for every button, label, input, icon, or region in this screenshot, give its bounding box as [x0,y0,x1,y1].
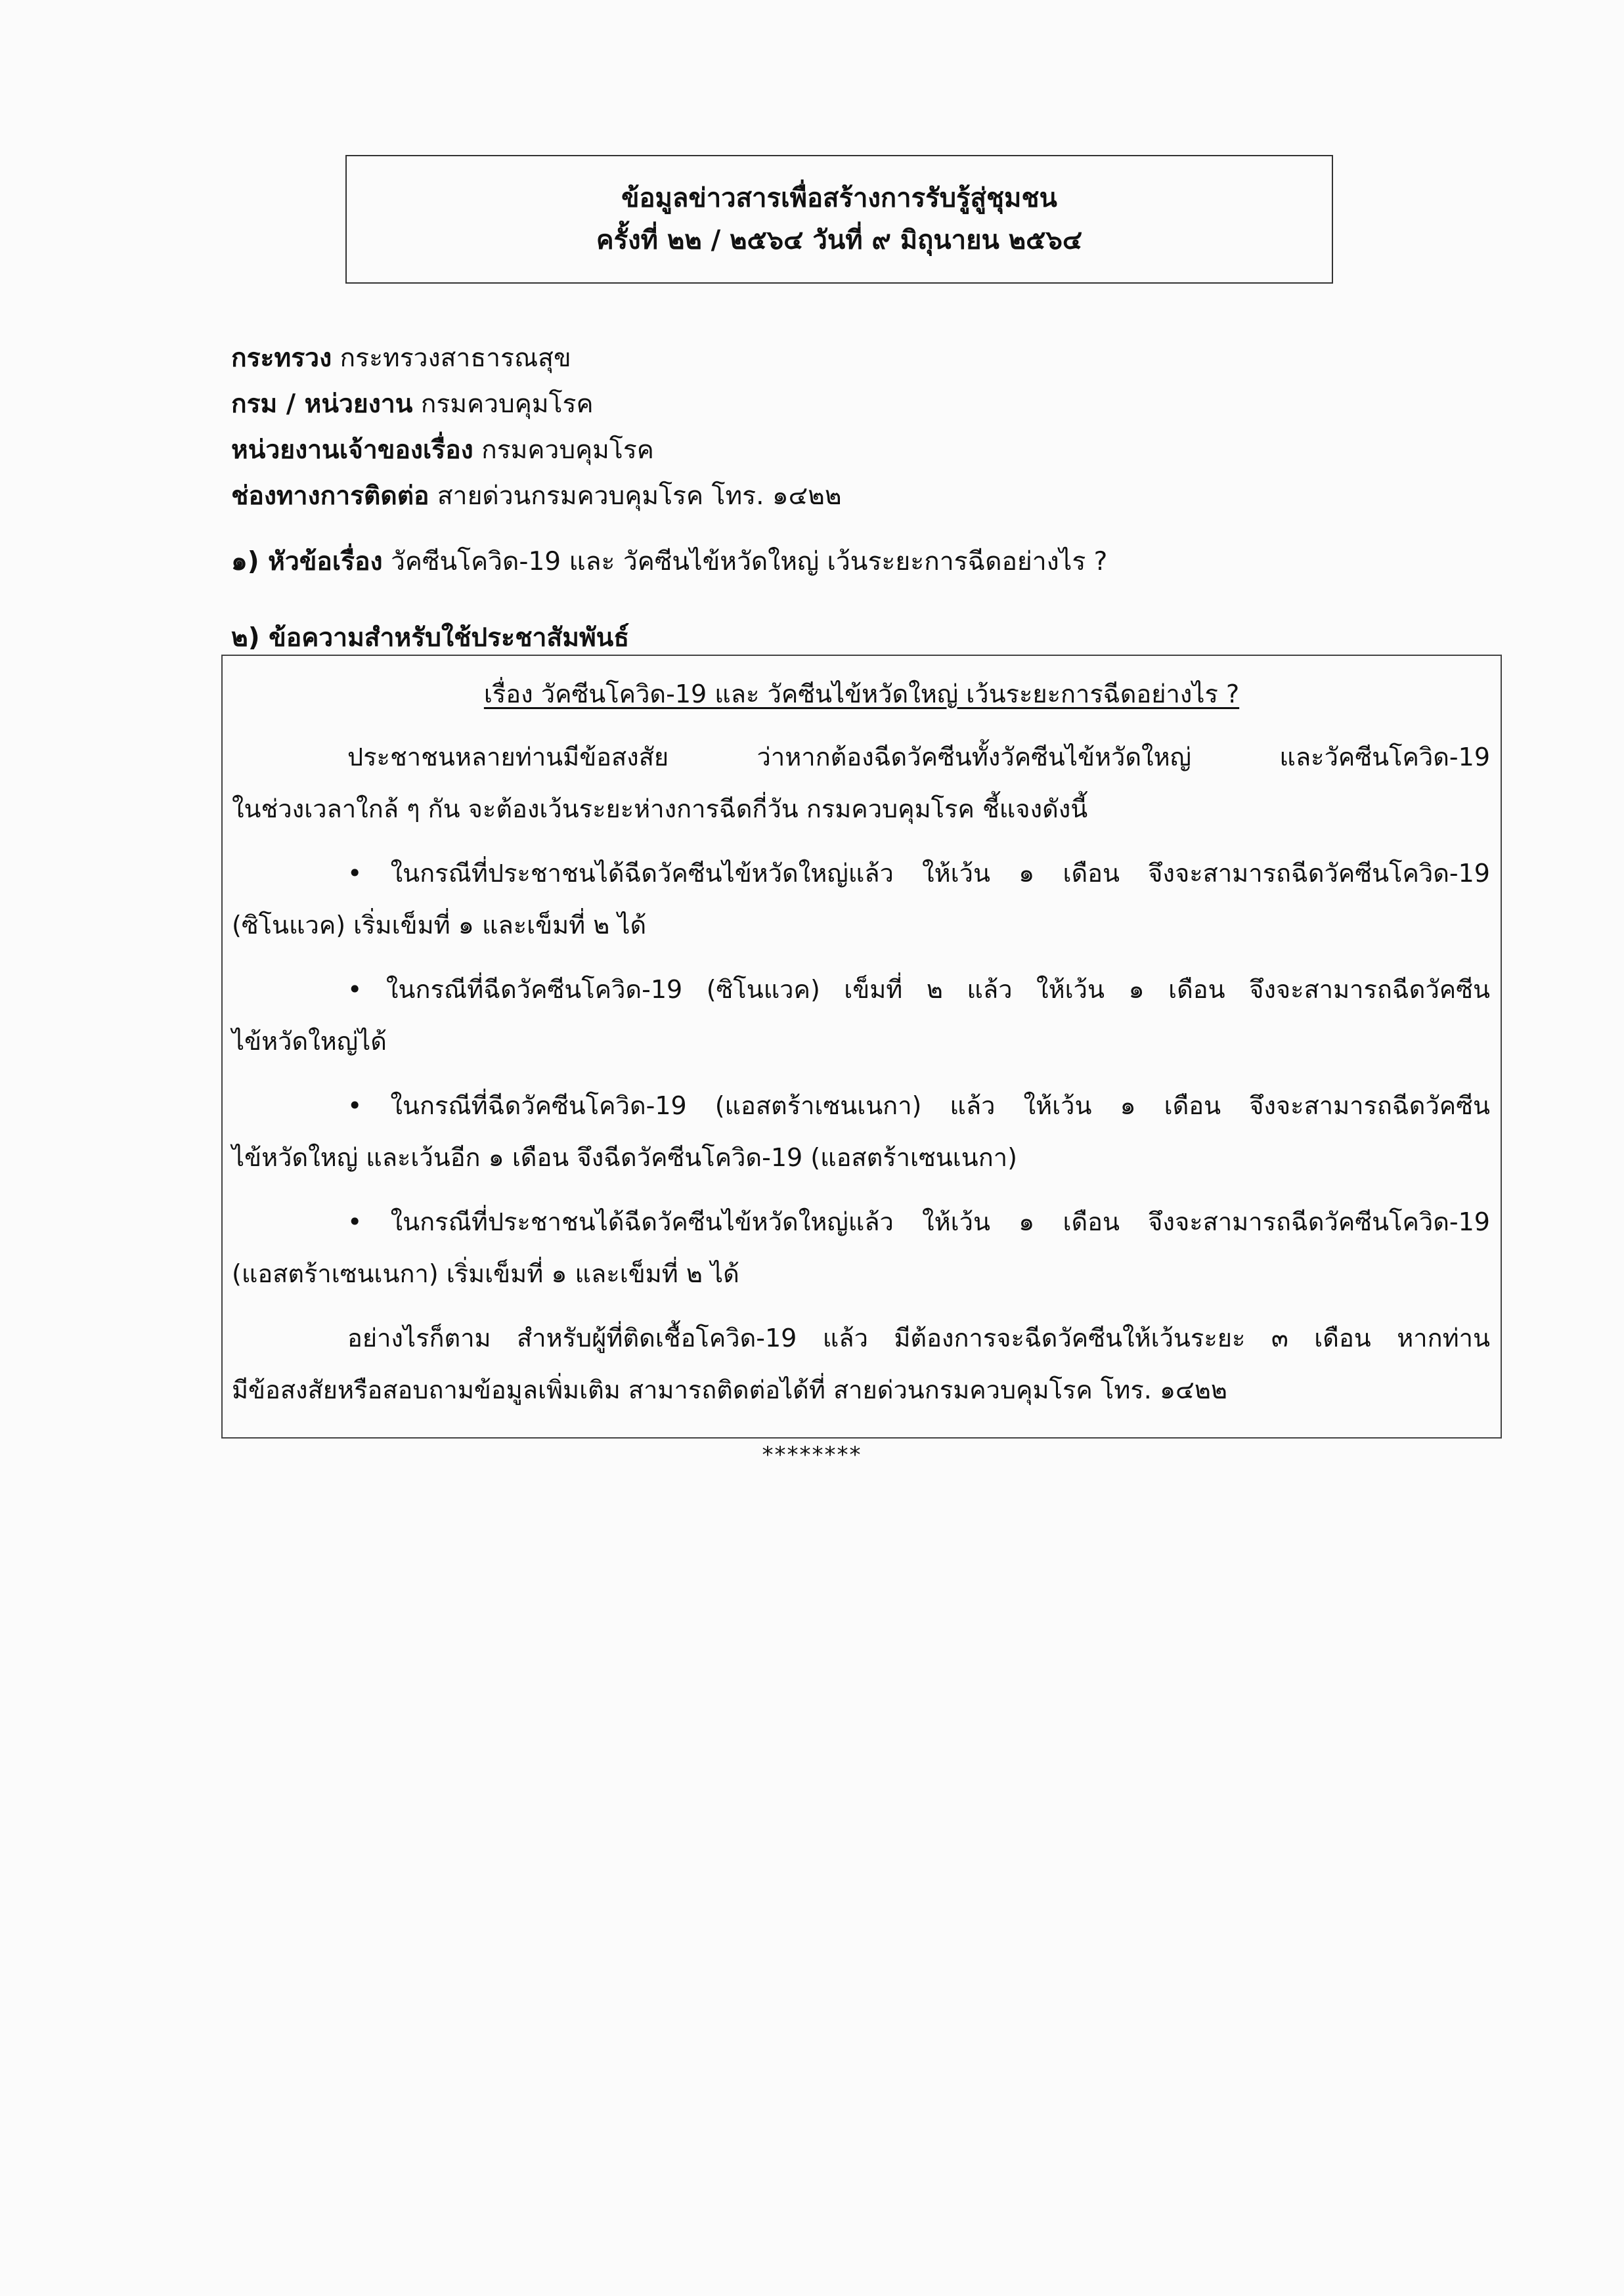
pr-section-heading [231,620,629,657]
bullet-1-line-2: (ซิโนแวค) เริ่มเข็มที่ ๑ และเข็มที่ ๒ ได้ [232,911,647,940]
bullet-4-line-2: (แอสตร้าเซนเนกา) เริ่มเข็มที่ ๑ และเข็มที่ ๒ ได้ [232,1259,739,1288]
ministry-row [231,340,571,377]
owner-value: กรมควบคุมโรค [481,435,654,465]
document-title-box [345,155,1333,284]
bullet-2-line-1: • ในกรณีที่ฉีดวัคซีนโควิด-19 (ซิโนแวค) เข็มที่ ๒ แล้ว ให้เว้น ๑ เดือน จึงจะสามารถฉีดวัคซีน [347,975,1490,1004]
bullet-3-line-1: • ในกรณีที่ฉีดวัคซีนโควิด-19 (แอสตร้าเซนเนกา) แล้ว ให้เว้น ๑ เดือน จึงจะสามารถฉีดวัคซีน [347,1091,1490,1120]
bullet-2-line-2: ไข้หวัดใหญ่ได้ [232,1027,387,1056]
department-label: กรม / หน่วยงาน [231,389,413,419]
contact-row [231,478,842,515]
bullet-3-line-2: ไข้หวัดใหญ่ และเว้นอีก ๑ เดือน จึงฉีดวัคซีนโควิด-19 (แอสตร้าเซนเนกา) [232,1143,1017,1172]
document-title: ข้อมูลข่าวสารเพื่อสร้างการรับรู้สู่ชุมชน [621,183,1057,213]
topic-value: วัคซีนโควิด-19 และ วัคซีนไข้หวัดใหญ่ เว้นระยะการฉีดอย่างไร ? [391,547,1108,576]
intro-line-2: ในช่วงเวลาใกล้ ๆ กัน จะต้องเว้นระยะห่างการฉีดกี่วัน กรมควบคุมโรค ชี้แจงดังนี้ [232,794,1088,823]
issue-date-line: ครั้งที่ ๒๒ / ๒๕๖๔ วันที่ ๙ มิถุนายน ๒๕๖๔ [596,225,1083,255]
pr-section-label: ๒) ข้อความสำหรับใช้ประชาสัมพันธ์ [231,623,630,653]
ministry-value: กระทรวงสาธารณสุข [340,343,571,373]
topic-label: ๑) หัวข้อเรื่อง [231,547,383,576]
topic-row [231,544,1107,580]
bullet-4-line-1: • ในกรณีที่ประชาชนได้ฉีดวัคซีนไข้หวัดใหญ่แล้ว ให้เว้น ๑ เดือน จึงจะสามารถฉีดวัคซีนโควิด-19 [347,1207,1490,1236]
closing-line-2: มีข้อสงสัยหรือสอบถามข้อมูลเพิ่มเติม สามารถติดต่อได้ที่ สายด่วนกรมควบคุมโรค โทร. ๑๔๒๒ [232,1375,1227,1404]
owner-label: หน่วยงานเจ้าของเรื่อง [231,435,473,465]
intro-line-1: ประชาชนหลายท่านมีข้อสงสัย ว่าหากต้องฉีดวัคซีนทั้งวัคซีนไข้หวัดใหญ่ และวัคซีนโควิด-19 [347,743,1490,771]
department-row [231,386,594,423]
end-of-document-mark: ******** [762,1442,862,1468]
contact-label: ช่องทางการติดต่อ [231,481,429,511]
owner-row [231,432,654,469]
department-value: กรมควบคุมโรค [420,389,594,419]
contact-value: สายด่วนกรมควบคุมโรค โทร. ๑๔๒๒ [437,481,842,511]
pr-message-box [221,655,1502,1439]
ministry-label: กระทรวง [231,343,332,373]
closing-line-1: อย่างไรก็ตาม สำหรับผู้ที่ติดเชื้อโควิด-19 แล้ว มีต้องการจะฉีดวัคซีนให้เว้นระยะ ๓ เดือน หากท่าน [347,1324,1490,1353]
bullet-1-line-1: • ในกรณีที่ประชาชนได้ฉีดวัคซีนไข้หวัดใหญ่แล้ว ให้เว้น ๑ เดือน จึงจะสามารถฉีดวัคซีนโควิด-19 [347,859,1490,888]
message-title: เรื่อง วัคซีนโควิด-19 และ วัคซีนไข้หวัดใหญ่ เว้นระยะการฉีดอย่างไร ? [483,680,1240,708]
